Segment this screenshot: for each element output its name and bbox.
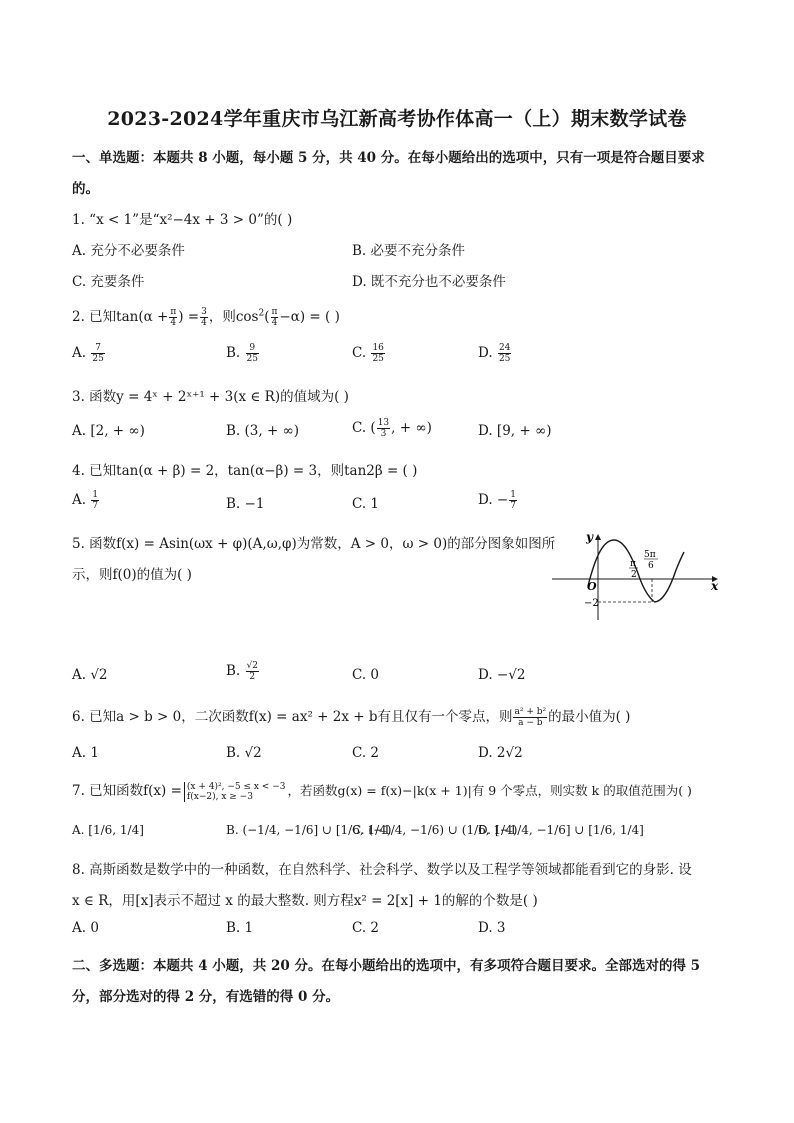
q2-option-c: C. $\frac{16}{25}$ <box>352 343 384 364</box>
tick-pi-num: π <box>630 559 636 569</box>
q6-option-a: A. 1 <box>72 745 99 761</box>
q5-graph <box>548 526 724 622</box>
q1-option-c: C. 充要条件 <box>72 274 145 290</box>
q4-option-a: A. $\frac{1}{7}$ <box>72 490 99 511</box>
section1-heading-line2: 的。 <box>72 181 99 197</box>
tick-5pi-num: 5π <box>644 550 656 560</box>
q8-option-b: B. 1 <box>226 920 254 936</box>
q4-stem: 4. 已知tan(α + β) = 2，tan(α−β) = 3，则tan2β = ( ) <box>72 463 418 479</box>
q1-option-a: A. 充分不必要条件 <box>72 243 185 259</box>
tick-neg2: −2 <box>584 598 599 609</box>
q3-option-b: B. (3, + ∞) <box>226 423 300 439</box>
graph-origin-label: O <box>587 580 597 593</box>
q4-option-c: C. 1 <box>352 496 380 512</box>
q2-stem-post: −α) = ( ) <box>279 309 340 325</box>
q3-stem: 3. 函数y = 4ˣ + 2ˣ⁺¹ + 3(x ∈ R)的值域为( ) <box>72 389 349 405</box>
q6-option-c: C. 2 <box>352 745 380 761</box>
graph-y-label: y <box>586 530 593 544</box>
section1-heading-line1: 一、单选题：本题共 8 小题，每小题 5 分，共 40 分。在每小题给出的选项中，只有一项是符合题目要求 <box>72 150 705 166</box>
q8-stem-line2: x ∈ R，用[x]表示不超过 x 的最大整数. 则方程x² = 2[x] + 1的解的个数是( ) <box>72 893 538 909</box>
q1-option-d: D. 既不充分也不必要条件 <box>352 274 506 290</box>
q8-stem-line1: 8. 高斯函数是数学中的一种函数，在自然科学、社会科学、数学以及工程学等领域都能看到它的身影. 设 <box>72 862 692 878</box>
q2-square: 2 <box>258 308 265 319</box>
q5-option-a: A. √2 <box>72 667 108 683</box>
q3-option-c: C. ( $\frac{13}{3}$ , + ∞) <box>352 418 432 439</box>
q5-option-c: C. 0 <box>352 667 380 683</box>
tick-5pi-den: 6 <box>648 561 654 571</box>
q2-stem: 2. 已知tan(α + $\frac{\pi}{4}$ ) = $\frac{3}{4}$ ，则$\cos^2$( $\frac{\pi}{4}$ −α) = ( ) <box>72 307 340 328</box>
q8-option-a: A. 0 <box>72 920 99 936</box>
q2-option-b: B. $\frac{9}{25}$ <box>226 343 258 364</box>
q3-option-d: D. [9, + ∞) <box>478 423 552 439</box>
q4-option-b: B. −1 <box>226 496 265 512</box>
q7-piecewise: (x + 4)², −5 ≤ x < −3 f(x−2), x ≥ −3 <box>184 782 286 802</box>
q1-stem: 1. “x < 1”是“x²−4x + 3 > 0”的( ) <box>72 212 293 228</box>
q8-option-c: C. 2 <box>352 920 380 936</box>
q2-option-a: A. $\frac{7}{25}$ <box>72 343 104 364</box>
q1-option-b: B. 必要不充分条件 <box>352 243 466 259</box>
q6-option-b: B. √2 <box>226 745 262 761</box>
graph-x-label: x <box>711 579 719 593</box>
q7-option-c: C. (−1/4, −1/6) ∪ (1/6, 1/4) <box>352 823 518 837</box>
q2-stem-mid2: ，则cos <box>208 309 259 325</box>
q5-option-d: D. −√2 <box>478 667 526 683</box>
q2-frac-34: $\frac{3}{4}$ <box>201 307 207 328</box>
q8-option-d: D. 3 <box>478 920 506 936</box>
q7-stem: 7. 已知函数f(x) = (x + 4)², −5 ≤ x < −3 f(x−2), x ≥ −3 ，若函数g(x) = f(x)−|k(x + 1)|有 9 个零点，则实数 k 的取值范围为( ) <box>72 781 692 802</box>
tick-pi-den: 2 <box>631 570 637 580</box>
q4-option-d: D. − $\frac{1}{7}$ <box>478 490 516 511</box>
section2-heading-line1: 二、多选题：本题共 4 小题，共 20 分。在每小题给出的选项中，有多项符合题目要求。全部选对的得 5 <box>72 958 701 974</box>
q2-option-d: D. $\frac{24}{25}$ <box>478 343 511 364</box>
q2-frac-pi4: $\frac{\pi}{4}$ <box>170 307 177 328</box>
exam-title: 2023-2024学年重庆市乌江新高考协作体高一（上）期末数学试卷 <box>107 108 687 130</box>
section2-heading-line2: 分，部分选对的得 2 分，有选错的得 0 分。 <box>72 989 340 1005</box>
q7-option-b: B. (−1/4, −1/6] ∪ [1/6, 1/4) <box>226 823 392 837</box>
q2-stem-mid: ) = <box>178 309 200 325</box>
q2-stem-pre: 2. 已知tan(α + <box>72 309 169 325</box>
q5-stem-line2: 示，则f(0)的值为( ) <box>72 567 192 583</box>
y-axis-arrow <box>595 534 601 540</box>
q7-option-a: A. [1/6, 1/4] <box>72 823 144 837</box>
q2-frac-pi4-b: $\frac{\pi}{4}$ <box>271 307 278 328</box>
q5-stem-line1: 5. 函数f(x) = Asin(ωx + φ)(A,ω,φ)为常数，A > 0，ω > 0)的部分图象如图所 <box>72 536 556 552</box>
q6-stem: 6. 已知a > b > 0，二次函数f(x) = ax² + 2x + b有且仅有一个零点，则 $\frac{\text{a² + b²}}{a - b}$ 的最小值为( ) <box>72 707 631 728</box>
q3-option-a: A. [2, + ∞) <box>72 423 145 439</box>
q6-option-d: D. 2√2 <box>478 745 523 761</box>
q7-option-d: D. [−1/4, −1/6] ∪ [1/6, 1/4] <box>478 823 644 837</box>
q5-option-b: B. $\frac{√2}{2}$ <box>226 661 258 682</box>
